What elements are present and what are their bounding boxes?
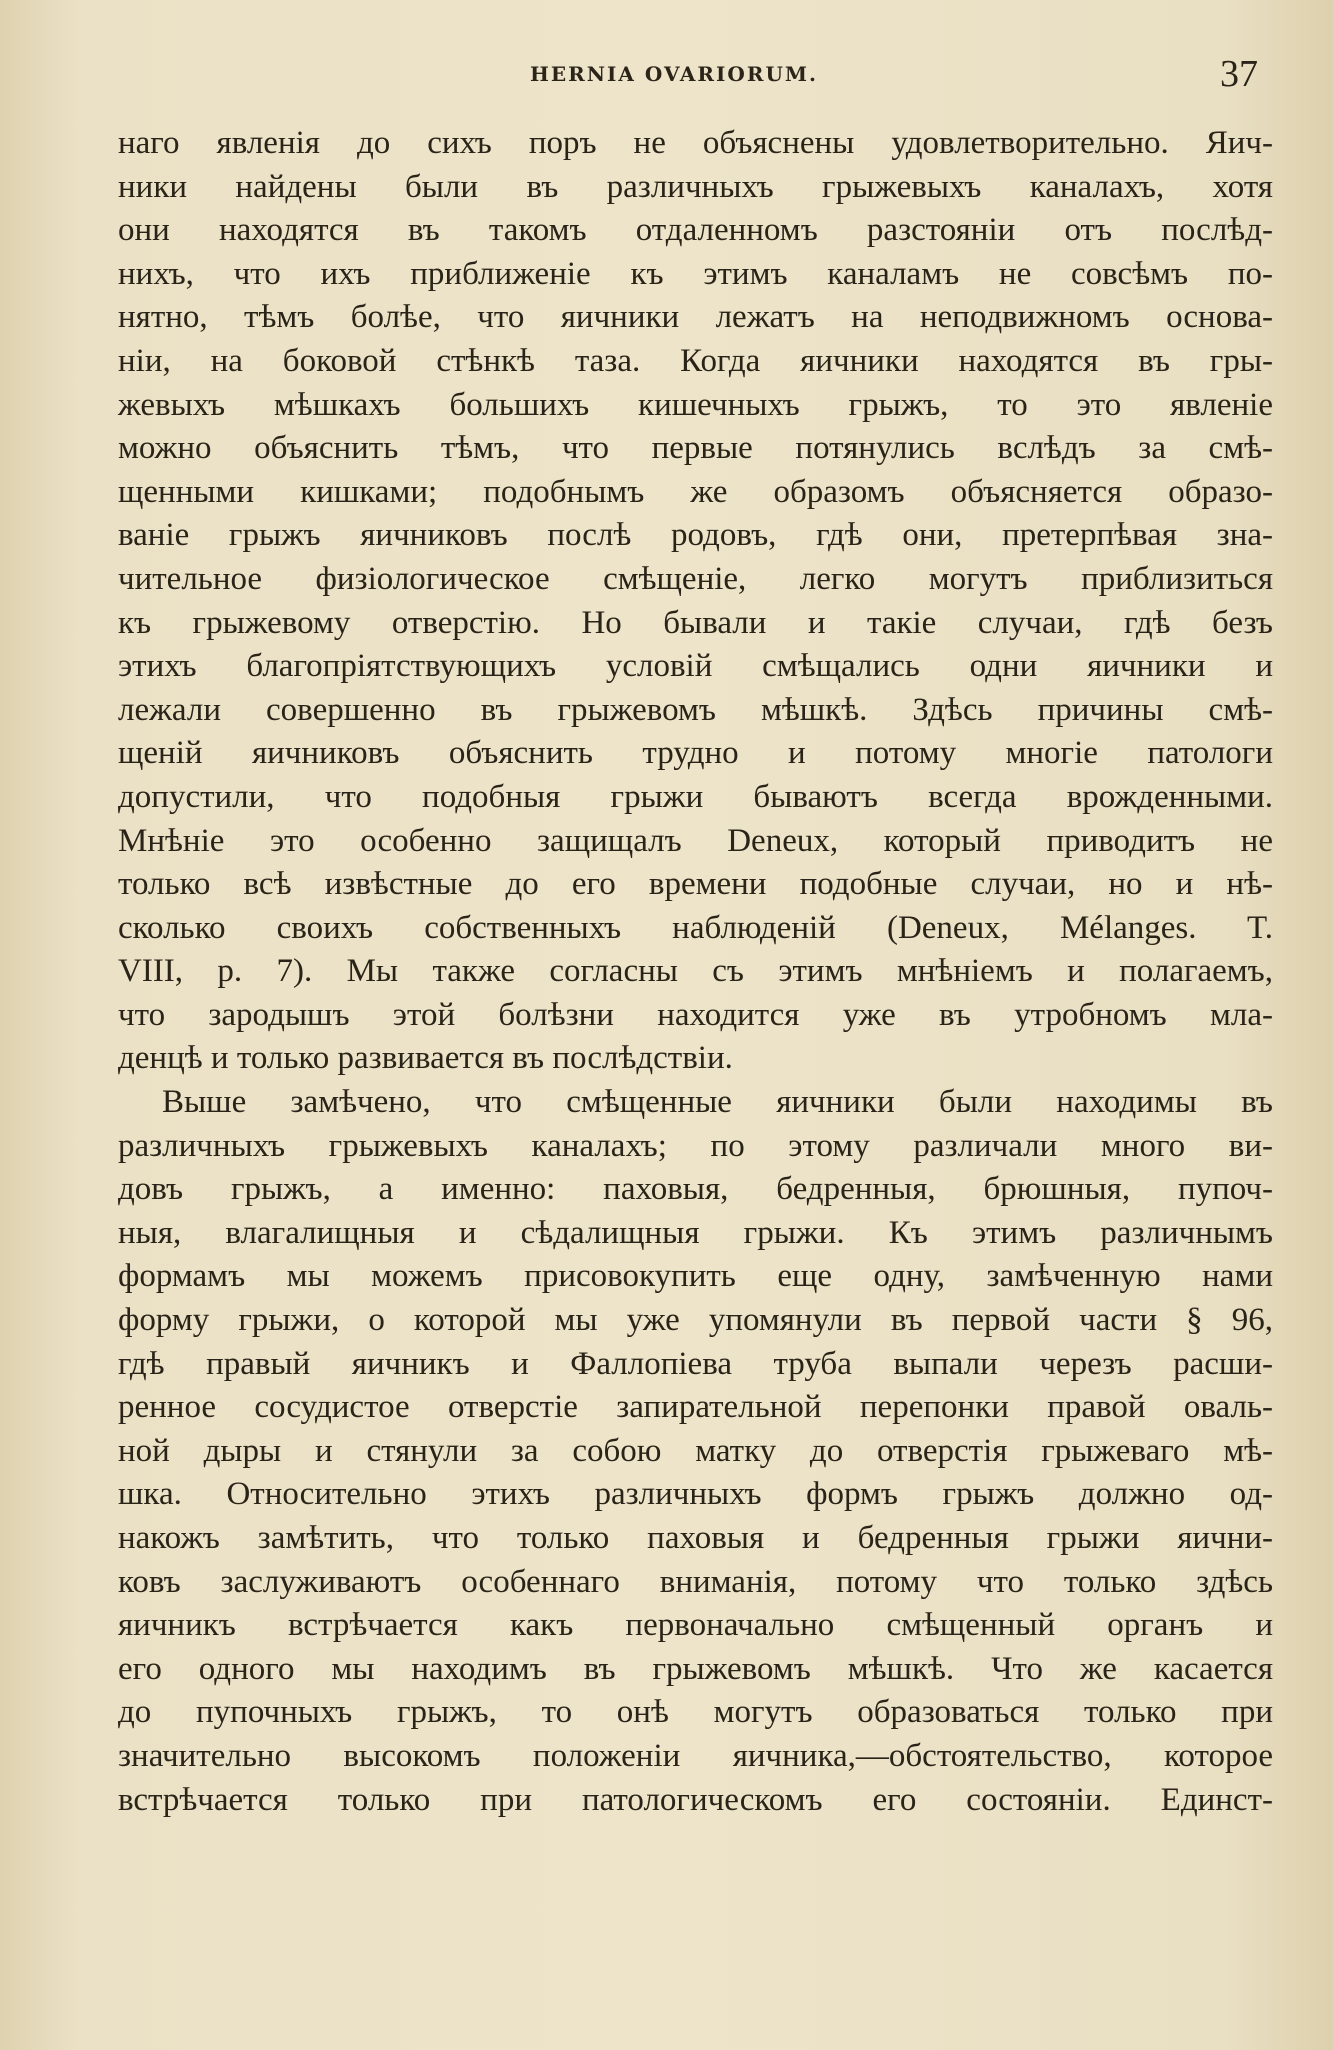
text-line: можно объяснить тѣмъ, что первые потянулись вслѣдъ за смѣ- (118, 430, 1273, 467)
body-text (118, 122, 1273, 1822)
text-line: шка. Относительно этихъ различныхъ формъ грыжъ должно од- (118, 1476, 1273, 1513)
text-line: допустили, что подобныя грыжи бываютъ всегда врожденными. (118, 778, 1273, 815)
text-line: до пупочныхъ грыжъ, то онѣ могутъ образоваться только при (118, 1694, 1273, 1731)
text-line: ной дыры и стянули за собою матку до отверстія грыжеваго мѣ- (118, 1432, 1273, 1469)
text-line: яичникъ встрѣчается какъ первоначально смѣщенный органъ и (118, 1607, 1273, 1644)
text-line: значительно высокомъ положеніи яичника,—обстоятельство, которое (118, 1737, 1273, 1774)
text-line: VIII, p. 7). Мы также согласны съ этимъ мнѣніемъ и полагаемъ, (118, 953, 1273, 990)
text-line: ники найдены были въ различныхъ грыжевыхъ каналахъ, хотя (118, 168, 1273, 205)
page-number: 37 (1220, 53, 1258, 95)
text-line: довъ грыжъ, а именно: паховыя, бедренныя, брюшныя, пупоч- (118, 1171, 1273, 1208)
text-line: ковъ заслуживаютъ особеннаго вниманія, потому что только здѣсь (118, 1563, 1273, 1600)
text-line: жевыхъ мѣшкахъ большихъ кишечныхъ грыжъ, то это явленіе (118, 386, 1273, 423)
text-line: наго явленія до сихъ поръ не объяснены удовлетворительно. Яич- (118, 125, 1273, 161)
text-line: ныя, влагалищныя и сѣдалищныя грыжи. Къ этимъ различнымъ (118, 1214, 1273, 1251)
paragraph-end-line: денцѣ и только развивается въ послѣдствіи. (118, 1040, 733, 1077)
text-line: къ грыжевому отверстію. Но бывали и такіе случаи, гдѣ безъ (118, 604, 1273, 641)
text-line: ніи, на боковой стѣнкѣ таза. Когда яичники находятся въ гры- (118, 342, 1273, 379)
text-line: ваніе грыжъ яичниковъ послѣ родовъ, гдѣ они, претерпѣвая зна- (118, 517, 1273, 554)
text-line: нихъ, что ихъ приближеніе къ этимъ каналамъ не совсѣмъ по- (118, 255, 1273, 292)
text-line: чительное физіологическое смѣщеніе, легко могутъ приблизиться (118, 560, 1273, 597)
text-line: гдѣ правый яичникъ и Фаллопіева труба выпали черезъ расши- (118, 1345, 1273, 1382)
text-line: различныхъ грыжевыхъ каналахъ; по этому различали много ви- (118, 1127, 1273, 1164)
text-line: формамъ мы можемъ присовокупить еще одну, замѣченную нами (118, 1258, 1273, 1295)
text-line: этихъ благопріятствующихъ условій смѣщались одни яичники и (118, 648, 1273, 685)
running-title: HERNIA OVARIORUM. (530, 62, 818, 86)
text-line: они находятся въ такомъ отдаленномъ разстояніи отъ послѣд- (118, 212, 1273, 249)
text-line: форму грыжи, о которой мы уже упомянули въ первой части § 96, (118, 1302, 1273, 1339)
text-line: Мнѣніе это особенно защищалъ Deneux, который приводитъ не (118, 822, 1273, 859)
text-line: что зародышъ этой болѣзни находится уже въ утробномъ мла- (118, 996, 1273, 1033)
text-line: нятно, тѣмъ болѣе, что яичники лежатъ на неподвижномъ основа- (118, 299, 1273, 336)
text-line: накожъ замѣтить, что только паховыя и бедренныя грыжи яични- (118, 1520, 1273, 1556)
text-line: его одного мы находимъ въ грыжевомъ мѣшкѣ. Что же касается (118, 1650, 1273, 1687)
paragraph-start-line: Выше замѣчено, что смѣщенные яичники были находимы въ (162, 1084, 1273, 1121)
text-line: сколько своихъ собственныхъ наблюденій (Deneux, Mélanges. T. (118, 909, 1273, 946)
text-line: лежали совершенно въ грыжевомъ мѣшкѣ. Здѣсь причины смѣ- (118, 691, 1273, 728)
text-line: только всѣ извѣстные до его времени подобные случаи, но и нѣ- (118, 866, 1273, 903)
text-line: встрѣчается только при патологическомъ его состояніи. Единст- (118, 1781, 1273, 1818)
text-line: ренное сосудистое отверстіе запирательной перепонки правой оваль- (118, 1389, 1273, 1426)
running-head (0, 52, 1333, 95)
text-line: щеній яичниковъ объяснить трудно и потому многіе патологи (118, 735, 1273, 772)
text-line: щенными кишками; подобнымъ же образомъ объясняется образо- (118, 473, 1273, 510)
